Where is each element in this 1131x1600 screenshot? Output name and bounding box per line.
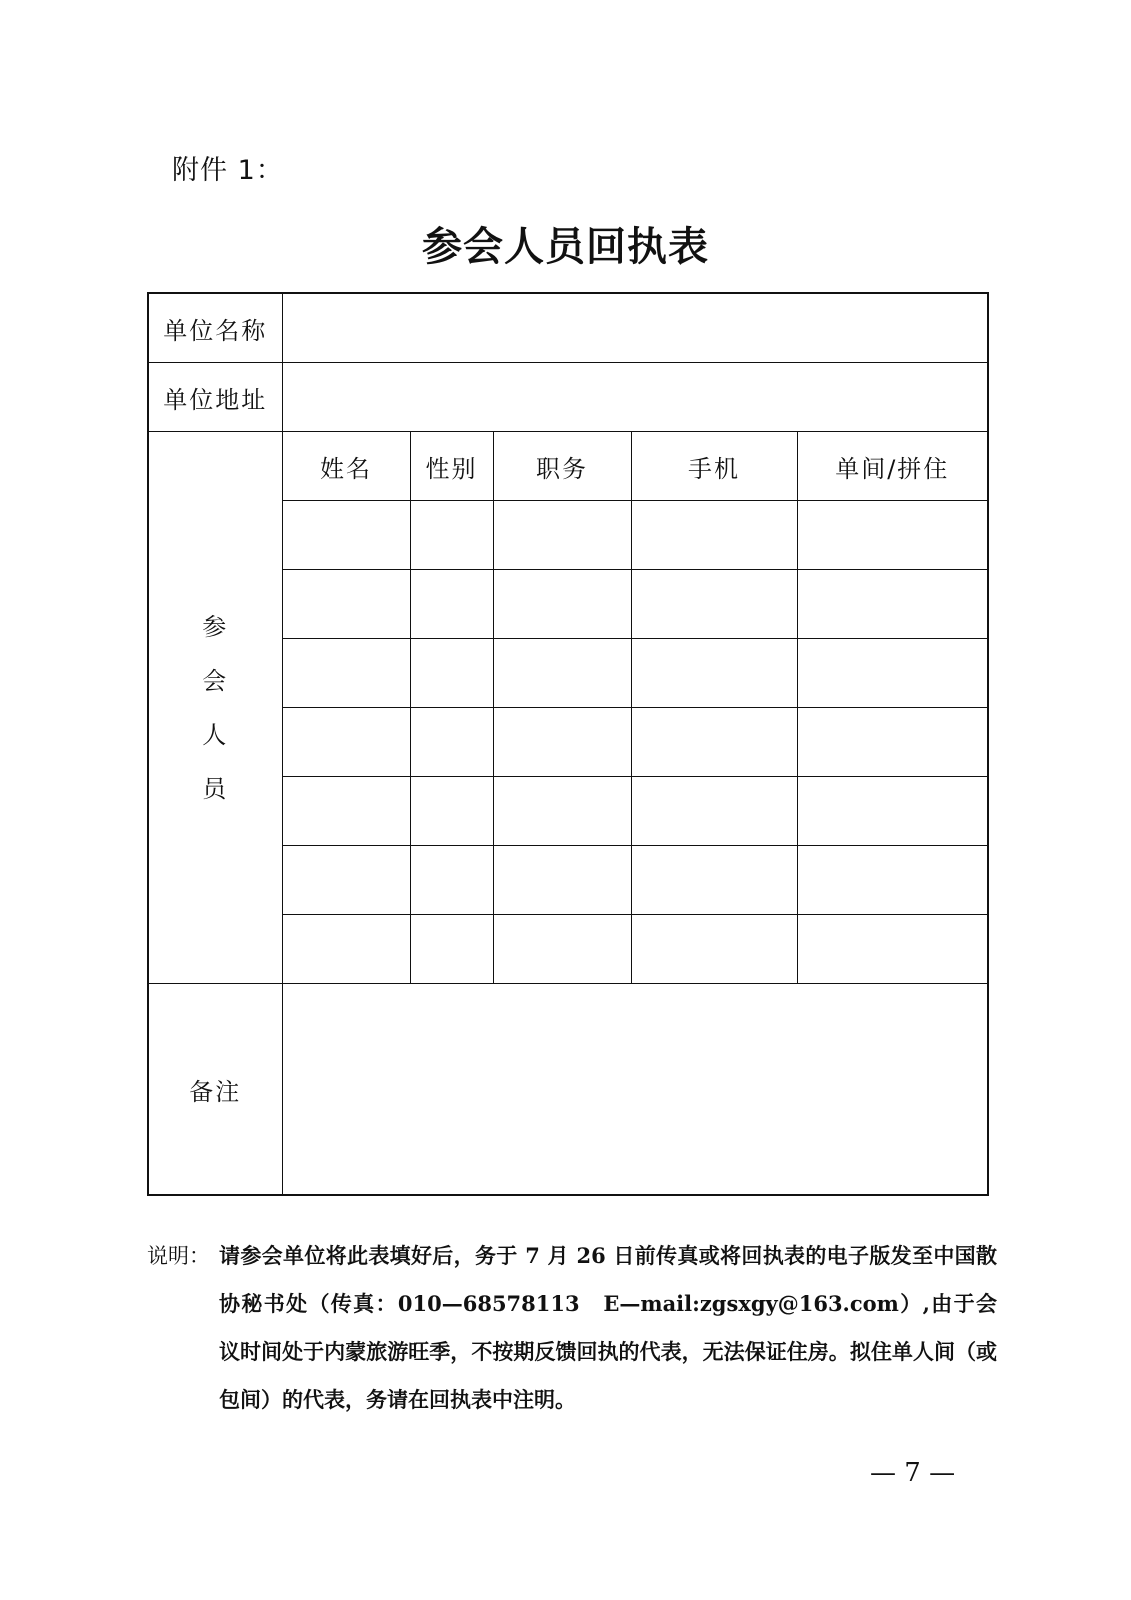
attendees-label-char: 员 <box>202 774 229 803</box>
attendees-vertical-label <box>149 612 282 803</box>
name-cell[interactable] <box>282 570 410 639</box>
note-text: 请参会单位将此表填好后，务于 7 月 26 日前传真或将回执表的电子版发至中国散协秘书处（传真：010—68578113 E—mail:zgsxgy@163.com）,由于会议时间处于内蒙旅游旺季，不按期反馈回执的代表，无法保证住房。拟住单人间（或包间）的代表，务请在回执表中注明。 <box>219 1243 997 1412</box>
unit-name-field[interactable] <box>282 293 988 363</box>
column-header-gender: 性别 <box>410 432 493 501</box>
attendee-header-row <box>148 432 988 501</box>
position-cell[interactable] <box>493 708 631 777</box>
room-type-cell[interactable] <box>797 915 988 984</box>
name-cell[interactable] <box>282 915 410 984</box>
unit-name-row <box>148 293 988 363</box>
remarks-row <box>148 984 988 1196</box>
gender-cell[interactable] <box>410 570 493 639</box>
gender-cell[interactable] <box>410 915 493 984</box>
gender-cell[interactable] <box>410 639 493 708</box>
remarks-field[interactable] <box>282 984 988 1196</box>
attachment-label: 附件 1： <box>172 155 284 186</box>
instructions-note <box>147 1232 997 1424</box>
name-cell[interactable] <box>282 777 410 846</box>
gender-cell[interactable] <box>410 501 493 570</box>
column-header-room-type: 单间/拼住 <box>797 432 988 501</box>
position-cell[interactable] <box>493 570 631 639</box>
reply-form-table <box>147 292 989 1196</box>
attendees-label-char: 会 <box>202 666 229 695</box>
unit-address-field[interactable] <box>282 363 988 432</box>
room-type-cell[interactable] <box>797 570 988 639</box>
gender-cell[interactable] <box>410 708 493 777</box>
name-cell[interactable] <box>282 708 410 777</box>
mobile-cell[interactable] <box>631 639 797 708</box>
attendees-label-cell <box>148 432 282 984</box>
note-prefix: 说明： <box>147 1244 210 1268</box>
room-type-cell[interactable] <box>797 846 988 915</box>
room-type-cell[interactable] <box>797 708 988 777</box>
attendees-label-char: 参 <box>202 612 229 641</box>
position-cell[interactable] <box>493 501 631 570</box>
position-cell[interactable] <box>493 846 631 915</box>
gender-cell[interactable] <box>410 846 493 915</box>
position-cell[interactable] <box>493 639 631 708</box>
column-header-mobile: 手机 <box>631 432 797 501</box>
unit-address-row <box>148 363 988 432</box>
remarks-label: 备注 <box>148 984 282 1196</box>
mobile-cell[interactable] <box>631 570 797 639</box>
room-type-cell[interactable] <box>797 501 988 570</box>
gender-cell[interactable] <box>410 777 493 846</box>
position-cell[interactable] <box>493 777 631 846</box>
column-header-position: 职务 <box>493 432 631 501</box>
page-number: — 7 — <box>870 1458 956 1488</box>
column-header-name: 姓名 <box>282 432 410 501</box>
unit-address-label: 单位地址 <box>148 363 282 432</box>
attendees-label-char: 人 <box>202 720 229 749</box>
mobile-cell[interactable] <box>631 777 797 846</box>
unit-name-label: 单位名称 <box>148 293 282 363</box>
name-cell[interactable] <box>282 846 410 915</box>
name-cell[interactable] <box>282 639 410 708</box>
room-type-cell[interactable] <box>797 639 988 708</box>
position-cell[interactable] <box>493 915 631 984</box>
mobile-cell[interactable] <box>631 708 797 777</box>
mobile-cell[interactable] <box>631 846 797 915</box>
name-cell[interactable] <box>282 501 410 570</box>
mobile-cell[interactable] <box>631 915 797 984</box>
room-type-cell[interactable] <box>797 777 988 846</box>
mobile-cell[interactable] <box>631 501 797 570</box>
document-title: 参会人员回执表 <box>422 224 709 270</box>
